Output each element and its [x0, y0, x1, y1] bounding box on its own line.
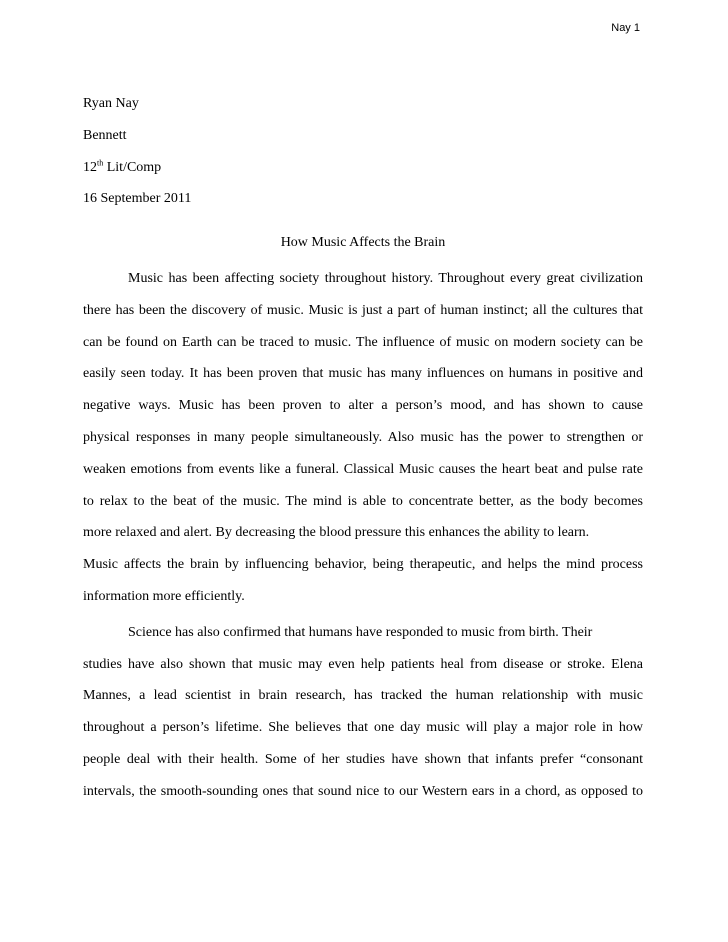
- course-title: Lit/Comp: [103, 159, 162, 175]
- author-name: Ryan Nay: [83, 96, 139, 111]
- instructor-name: Bennett: [83, 127, 127, 143]
- essay-date: 16 September 2011: [83, 191, 192, 207]
- paragraph-line: throughout a person’s lifetime. She believes that one day music will play a major role in how: [83, 720, 643, 736]
- paragraph-line: can be found on Earth can be traced to music. The influence of music on modern society can be: [83, 334, 643, 350]
- paragraph-line: more relaxed and alert. By decreasing the blood pressure this enhances the ability to learn.: [83, 525, 590, 541]
- paragraph-line: intervals, the smooth-sounding ones that sound nice to our Western ears in a chord, as opposed to: [83, 783, 643, 799]
- course-name: [83, 152, 643, 184]
- paragraph-line: Music affects the brain by influencing behavior, being therapeutic, and helps the mind process: [83, 557, 643, 573]
- essay-title: How Music Affects the Brain: [280, 235, 446, 251]
- paragraph-line: to relax to the beat of the music. The mind is able to concentrate better, as the body becomes: [83, 493, 643, 509]
- paragraph-line: information more efficiently.: [83, 588, 245, 604]
- paragraph-line: Mannes, a lead scientist in brain research, has tracked the human relationship with music: [83, 688, 643, 704]
- running-head: Nay 1: [611, 22, 640, 34]
- paragraph-line: physical responses in many people simultaneously. Also music has the power to strengthen or: [83, 429, 643, 445]
- paragraph-line: easily seen today. It has been proven that music has many influences on humans in positive and: [83, 366, 643, 382]
- mla-heading: [83, 88, 643, 215]
- essay-body: [83, 88, 643, 808]
- paragraph-line: negative ways. Music has been proven to alter a person’s mood, and has shown to cause: [83, 398, 643, 414]
- paragraph-line: Science has also confirmed that humans have responded to music from birth. Their: [128, 624, 593, 640]
- paragraph-line: weaken emotions from events like a funeral. Classical Music causes the heart beat and pulse rate: [83, 461, 643, 477]
- paragraph-line: studies have also shown that music may even help patients heal from disease or stroke. Elena: [83, 656, 643, 672]
- course-number: 12: [83, 159, 97, 175]
- course-ordinal-suffix: th: [97, 157, 104, 167]
- paragraph-1: [83, 263, 643, 613]
- paragraph-line: Music has been affecting society throughout history. Throughout every great civilization: [128, 270, 643, 286]
- paragraph-2: [83, 617, 643, 808]
- paragraph-line: people deal with their health. Some of her studies have shown that infants prefer “consonant: [83, 751, 643, 767]
- paragraph-line: there has been the discovery of music. Music is just a part of human instinct; all the cultures that: [83, 302, 643, 318]
